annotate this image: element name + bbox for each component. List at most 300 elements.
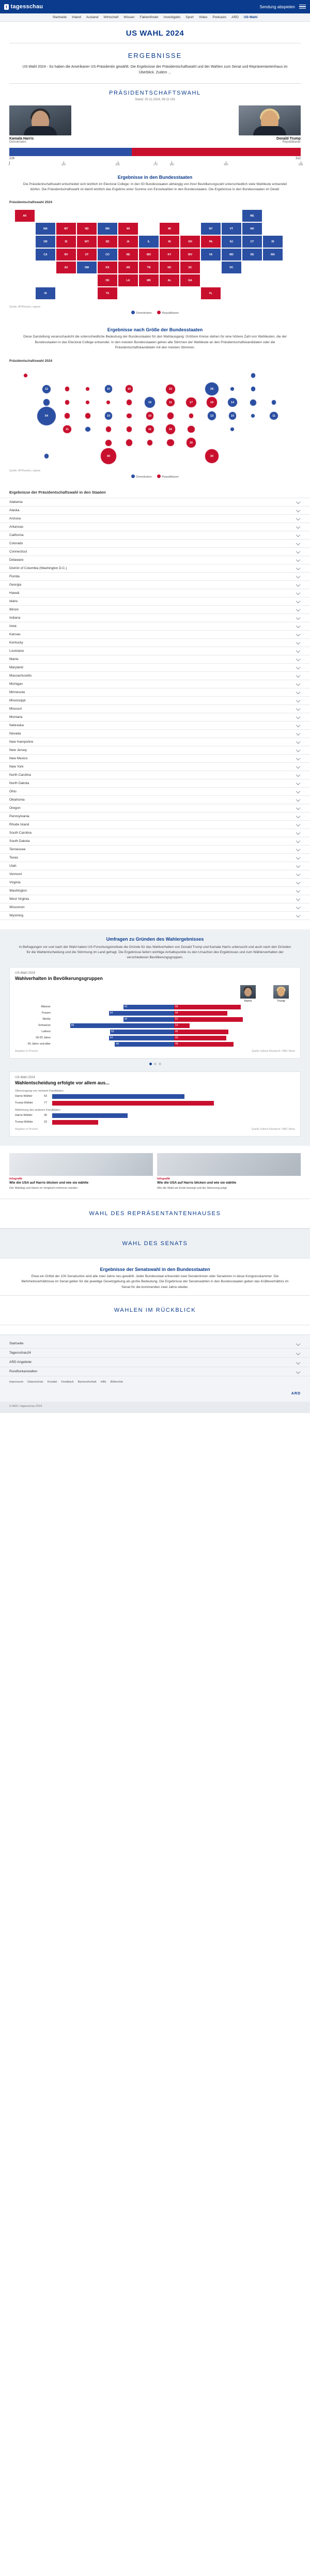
state-list-item[interactable] xyxy=(0,746,310,754)
footer-section-tagesschau24[interactable] xyxy=(0,1348,310,1358)
bubble-state-de[interactable] xyxy=(251,413,255,418)
group-bar-row xyxy=(15,1042,295,1047)
survey-text: In Befragungen vor und nach der Wahl haben US-Forschungsinstitute die Gründe für das Wahlverhalten von Donald Trump und Kamala Harris untersucht und auch nach den Gründen für die Wahlentscheidung und die Stimmung im Land gefragt. Die Ergebnisse liefern wichtige Anhaltspunkte zu den Ursachen des Ergebnisses und zum Wählerverhalten der verschiedenen Bevölkerungsgruppen. xyxy=(19,945,291,960)
state-list-item[interactable] xyxy=(0,539,310,547)
survey-section xyxy=(0,929,310,1146)
legend-dem: Demokraten xyxy=(131,474,152,479)
state-list-item[interactable] xyxy=(0,812,310,820)
footer-link-hilfe[interactable]: Hilfe xyxy=(100,1381,106,1384)
teaser-image xyxy=(9,1153,153,1176)
map-state-id[interactable]: ID xyxy=(56,235,76,248)
map-state-wa[interactable]: WA xyxy=(35,222,56,235)
state-name: Massachusetts xyxy=(9,673,32,678)
map-state-ms[interactable]: MS xyxy=(138,274,159,287)
axis-tick-label: 0 xyxy=(8,163,10,166)
map-state-la[interactable]: LA xyxy=(118,274,138,287)
group-bar-row xyxy=(15,1011,295,1016)
motivation-label: Harris-Wähler xyxy=(15,1095,33,1098)
bubble-state-az[interactable]: 11 xyxy=(63,425,71,434)
state-list-item[interactable] xyxy=(0,556,310,564)
chevron-down-icon xyxy=(296,591,300,595)
map-state-hi[interactable]: HI xyxy=(35,287,56,300)
top-bar xyxy=(0,0,310,13)
card-group1-label: Überzeugung von meinem Kandidaten xyxy=(15,1089,64,1093)
bubble-state-wa[interactable]: 12 xyxy=(42,385,51,394)
bubble-state-oh[interactable]: 17 xyxy=(185,397,196,408)
bubble-state-tn[interactable]: 11 xyxy=(145,425,154,434)
state-name: Iowa xyxy=(9,624,17,628)
state-list-item[interactable] xyxy=(0,580,310,589)
bubble-chart-label: Präsidentschaftswahl 2024 xyxy=(9,359,53,363)
map-state-mo[interactable]: MO xyxy=(138,248,159,261)
state-list-item[interactable] xyxy=(0,845,310,853)
map-source: Quelle: AP/Reuters, eigene xyxy=(9,305,41,309)
chevron-down-icon xyxy=(296,690,300,694)
state-name: Wisconsin xyxy=(9,905,25,909)
chevron-down-icon xyxy=(296,640,300,645)
chevron-down-icon xyxy=(296,764,300,769)
map-state-ia[interactable]: IA xyxy=(118,235,138,248)
bubble-state-ri[interactable] xyxy=(271,400,276,405)
chevron-down-icon xyxy=(296,822,300,826)
footer-link-datenschutz[interactable]: Datenschutz xyxy=(27,1381,43,1384)
state-list-item[interactable] xyxy=(0,911,310,920)
state-name: Texas xyxy=(9,855,18,860)
bubble-state-ky[interactable] xyxy=(167,412,175,420)
map-state-ky[interactable]: KY xyxy=(159,248,180,261)
state-name: Kansas xyxy=(9,632,21,636)
bubble-state-nj[interactable]: 14 xyxy=(227,397,237,407)
nav-item-us-wahl[interactable]: US-Wahl xyxy=(243,16,258,19)
footer-section-rundfunkanstalten[interactable] xyxy=(0,1367,310,1376)
motivation-bar xyxy=(52,1120,98,1125)
footer-section-label: Rundfunkanstalten xyxy=(9,1370,38,1374)
state-list-item[interactable] xyxy=(0,713,310,721)
bubble-state-in[interactable]: 11 xyxy=(166,398,175,407)
state-list-item[interactable] xyxy=(0,514,310,523)
bar-trump: 45 xyxy=(174,1030,228,1034)
map-state-de[interactable]: DE xyxy=(242,248,262,261)
state-list-item[interactable] xyxy=(0,754,310,762)
hamburger-icon[interactable] xyxy=(299,5,306,9)
state-list-item[interactable] xyxy=(0,762,310,771)
map-state-fl[interactable]: FL xyxy=(200,287,221,300)
footer-link-impressum[interactable]: Impressum xyxy=(9,1381,24,1384)
teaser-1[interactable] xyxy=(9,1153,153,1190)
map-state-ma[interactable]: MA xyxy=(262,248,283,261)
card-group2-label: Ablehnung des anderen Kandidaten xyxy=(15,1108,60,1112)
bubble-state-nm[interactable] xyxy=(85,426,91,433)
footer-link-kontakt[interactable]: Kontakt xyxy=(47,1381,57,1384)
map-state-tn[interactable]: TN xyxy=(138,261,159,274)
bar-harris: 54 xyxy=(109,1036,174,1040)
us-bubble-map[interactable] xyxy=(9,364,301,467)
state-list-item[interactable] xyxy=(0,572,310,580)
bubble-state-sd[interactable] xyxy=(106,400,111,405)
map-state-wi[interactable]: WI xyxy=(118,222,138,235)
map-state-me[interactable]: ME xyxy=(242,209,262,222)
map-state-md[interactable]: MD xyxy=(221,248,242,261)
map-state-dc[interactable]: DC xyxy=(221,261,242,274)
legend-rep: Republikaner xyxy=(157,474,179,479)
footer-link-barrierefreiheit[interactable]: Barrierefreiheit xyxy=(78,1381,97,1384)
chevron-down-icon xyxy=(296,789,300,793)
map-state-va[interactable]: VA xyxy=(200,248,221,261)
bubble-state-hi[interactable] xyxy=(44,453,49,458)
banner-house[interactable]: WAHL DES REPRÄSENTANTENHAUSES xyxy=(0,1199,310,1229)
bubble-state-vt[interactable] xyxy=(230,387,235,391)
state-name: Maine xyxy=(9,657,19,661)
state-name: Arkansas xyxy=(9,525,24,529)
chevron-down-icon xyxy=(296,574,300,578)
map-state-ri[interactable]: RI xyxy=(262,235,283,248)
chevron-down-icon xyxy=(296,508,300,512)
group-bars xyxy=(53,1023,295,1028)
top-bar-right xyxy=(259,5,306,9)
state-list-item[interactable] xyxy=(0,820,310,829)
state-list-item[interactable] xyxy=(0,531,310,539)
state-name: West Virginia xyxy=(9,897,29,901)
state-list-item[interactable] xyxy=(0,862,310,870)
teaser-image xyxy=(157,1153,301,1176)
senate-title: Ergebnisse der Senatswahl in den Bundesstaaten xyxy=(100,1267,210,1272)
map-state-oh[interactable]: OH xyxy=(180,235,200,248)
state-list-item[interactable] xyxy=(0,630,310,638)
bubble-state-ar[interactable] xyxy=(126,426,133,433)
pager-dot-1[interactable] xyxy=(149,1063,152,1065)
footer-link-feedback[interactable]: Feedback xyxy=(61,1381,74,1384)
bubble-state-ca[interactable]: 54 xyxy=(37,406,56,426)
bubble-state-fl[interactable]: 30 xyxy=(205,449,219,463)
us-electoral-map[interactable] xyxy=(9,205,301,303)
bubble-state-mi[interactable]: 15 xyxy=(165,384,176,394)
map-state-ga[interactable]: GA xyxy=(180,274,200,287)
nav-item-ard[interactable]: ARD xyxy=(231,16,239,19)
bubble-state-mt[interactable] xyxy=(65,386,70,391)
map-state-ar[interactable]: AR xyxy=(118,261,138,274)
map-state-nd[interactable]: ND xyxy=(76,222,97,235)
bar-trump: 43 xyxy=(174,1036,226,1040)
bubble-state-pa[interactable]: 19 xyxy=(206,396,218,408)
state-name: New Jersey xyxy=(9,748,27,752)
state-list-item[interactable] xyxy=(0,498,310,506)
chevron-down-icon xyxy=(296,888,300,893)
state-list-item[interactable] xyxy=(0,829,310,837)
map-state-ok[interactable]: OK xyxy=(97,274,118,287)
chevron-down-icon xyxy=(296,913,300,917)
motivation-value: 63 xyxy=(44,1095,48,1098)
state-list-item[interactable] xyxy=(0,671,310,680)
bubble-state-md[interactable]: 10 xyxy=(228,411,237,420)
card-unit: Angaben in Prozent xyxy=(15,1127,38,1131)
bubble-state-nd[interactable] xyxy=(85,387,90,391)
state-name: Alaska xyxy=(9,508,20,512)
state-list-item[interactable] xyxy=(0,721,310,729)
banner-senate[interactable]: WAHL DES SENATS xyxy=(0,1229,310,1259)
bubble-state-wy[interactable] xyxy=(85,400,90,405)
bubble-state-al[interactable] xyxy=(166,439,175,447)
bar-harris: 49 xyxy=(115,1042,174,1047)
play-broadcast-label[interactable]: Sendung abspielen xyxy=(259,4,295,9)
axis-tick-label: 400 xyxy=(224,163,228,166)
state-list-item[interactable] xyxy=(0,597,310,605)
state-list-item[interactable] xyxy=(0,870,310,878)
footer-section-ard-angebote[interactable] xyxy=(0,1358,310,1367)
electoral-axis xyxy=(9,161,301,166)
map-state-az[interactable]: AZ xyxy=(56,261,76,274)
footer-link-bildrechte[interactable]: Bildrechte xyxy=(110,1381,123,1384)
map-state-vt[interactable]: VT xyxy=(221,222,242,235)
state-name: Hawaii xyxy=(9,591,20,595)
map-state-pa[interactable]: PA xyxy=(200,235,221,248)
main-nav xyxy=(0,13,310,22)
bubble-state-ne[interactable] xyxy=(126,413,132,419)
pager-dot-3[interactable] xyxy=(159,1063,161,1065)
state-list-item[interactable] xyxy=(0,506,310,514)
map-state-wy[interactable]: WY xyxy=(76,235,97,248)
bubble-state-id[interactable] xyxy=(65,400,70,405)
map-state-ct[interactable]: CT xyxy=(242,235,262,248)
nav-item-wirtschaft[interactable]: Wirtschaft xyxy=(103,16,119,19)
axis-tick-label: 300 xyxy=(169,163,174,166)
chevron-down-icon xyxy=(296,632,300,636)
nav-item-faktenfinder[interactable]: Faktenfinder xyxy=(140,16,159,19)
chevron-down-icon xyxy=(296,698,300,702)
state-list-item[interactable] xyxy=(0,663,310,671)
state-list-item[interactable] xyxy=(0,680,310,688)
state-name: Mississippi xyxy=(9,698,26,702)
state-list-item[interactable] xyxy=(0,779,310,787)
presidential-heading: PRÄSIDENTSCHAFTSWAHL xyxy=(109,89,201,96)
map-state-nh[interactable]: NH xyxy=(242,222,262,235)
electoral-value-rep: 312 xyxy=(295,157,301,160)
nav-item-inland[interactable]: Inland xyxy=(72,16,81,19)
chevron-down-icon xyxy=(296,1341,300,1345)
senate-text: Etwa ein Drittel der 100 Senatssitze wird alle zwei Jahre neu gewählt. Jeder Bundesstaat entsendet zwei Senatorinnen oder Senatoren in diese Kongresskammer. Die Mehrheitsverhältnisse im Senat gelten für die jeweilige Gesetzgebung als große Bedeutung. Die Ergebnisse der Senatswahlen in den Bundesstaaten geben das Kräfteverhältnis im Senat für die kommenden zwei Jahre wieder. xyxy=(21,1275,289,1289)
bar-harris: 53 xyxy=(110,1030,174,1034)
state-name: Louisiana xyxy=(9,649,24,653)
nav-item-wissen[interactable]: Wissen xyxy=(123,16,135,19)
teaser-2[interactable] xyxy=(157,1153,301,1190)
state-name: Montana xyxy=(9,715,23,719)
pager-dot-2[interactable] xyxy=(154,1063,157,1065)
map-state-nm[interactable]: NM xyxy=(76,261,97,274)
group-bar-chart xyxy=(15,1005,295,1047)
candidate-party: Demokraten xyxy=(9,140,26,144)
map-state-sd[interactable]: SD xyxy=(97,235,118,248)
bubble-state-nh[interactable] xyxy=(251,386,256,391)
map-state-co[interactable]: CO xyxy=(97,248,118,261)
bubble-state-ak[interactable] xyxy=(23,373,28,378)
state-list-item[interactable] xyxy=(0,547,310,556)
bubble-state-sc[interactable] xyxy=(187,425,195,434)
motivation-bar-row xyxy=(15,1094,295,1099)
map-state-il[interactable]: IL xyxy=(138,235,159,248)
electoral-bar-rep xyxy=(132,148,301,156)
bubble-state-ut[interactable] xyxy=(85,412,91,419)
nav-item-ausland[interactable]: Ausland xyxy=(86,16,99,19)
bubble-state-va[interactable]: 13 xyxy=(207,411,217,421)
axis-tick-label: 100 xyxy=(61,163,66,166)
group-label: Weiße xyxy=(42,1018,51,1021)
group-label: 18-29 Jahre xyxy=(35,1036,51,1040)
state-list-item[interactable] xyxy=(0,771,310,779)
card-source: Quelle: Edison Research / NBC News xyxy=(252,1049,295,1053)
state-name: Vermont xyxy=(9,872,22,876)
state-list-item[interactable] xyxy=(0,837,310,845)
bubble-state-la[interactable] xyxy=(126,439,133,447)
bubble-state-ny[interactable]: 28 xyxy=(205,382,219,396)
chevron-down-icon xyxy=(296,756,300,760)
trump-portrait xyxy=(239,105,301,135)
bubble-state-ga[interactable]: 16 xyxy=(186,437,197,448)
chevron-down-icon xyxy=(296,1360,300,1364)
state-name: Nevada xyxy=(9,731,21,735)
map-state-ne[interactable]: NE xyxy=(118,248,138,261)
brand[interactable] xyxy=(4,4,43,10)
chevron-down-icon xyxy=(296,872,300,876)
state-list-item[interactable] xyxy=(0,903,310,911)
bubble-state-ks[interactable] xyxy=(105,426,112,433)
bubble-state-wv[interactable] xyxy=(189,413,194,418)
ard-logo[interactable]: ARD xyxy=(291,1392,301,1396)
state-list-item[interactable] xyxy=(0,704,310,713)
map-state-sc[interactable]: SC xyxy=(180,261,200,274)
chevron-down-icon xyxy=(296,607,300,611)
bubble-state-co[interactable]: 10 xyxy=(104,411,113,420)
card-kicker: US-Wahl 2024 xyxy=(15,971,35,975)
state-list-item[interactable] xyxy=(0,655,310,663)
bubble-state-wi[interactable]: 10 xyxy=(125,385,133,393)
bubble-state-ia[interactable] xyxy=(126,399,133,406)
state-list-item[interactable] xyxy=(0,589,310,597)
state-list-item[interactable] xyxy=(0,605,310,614)
chevron-down-icon xyxy=(296,665,300,669)
map-state-nj[interactable]: NJ xyxy=(221,235,242,248)
chevron-down-icon xyxy=(296,657,300,661)
carousel-pager[interactable] xyxy=(0,1059,310,1066)
nav-item-podcasts[interactable]: Podcasts xyxy=(212,16,227,19)
state-list-item[interactable] xyxy=(0,804,310,812)
bubble-state-ma[interactable]: 11 xyxy=(269,411,278,420)
state-name: South Dakota xyxy=(9,839,30,843)
bubble-state-ok[interactable] xyxy=(105,439,112,447)
state-list-item[interactable] xyxy=(0,738,310,746)
state-list-item[interactable] xyxy=(0,688,310,696)
group-bars xyxy=(53,1036,295,1040)
map-state-tx[interactable]: TX xyxy=(97,287,118,300)
electoral-value-dem: 226 xyxy=(9,157,15,160)
state-name: North Dakota xyxy=(9,781,29,785)
state-list-item[interactable] xyxy=(0,523,310,531)
candidate-row xyxy=(0,105,310,144)
results-lead: US-Wahl 2024 - So haben die Amerikaner US-Präsidentin gewählt. Die Ergebnisse der Präsidentschaftswahl und der Wahlen zum Senat und Repräsentantenhaus im Überblick. Zudem ... xyxy=(22,65,288,74)
chevron-down-icon xyxy=(296,847,300,851)
bubble-state-nc[interactable]: 16 xyxy=(165,424,176,435)
card-candidate-row xyxy=(15,985,295,1003)
bubble-state-mo[interactable]: 10 xyxy=(146,411,154,420)
map-state-in[interactable]: IN xyxy=(159,235,180,248)
state-name: Virginia xyxy=(9,880,21,884)
nav-item-video[interactable]: Video xyxy=(198,16,208,19)
group-label: Männer xyxy=(41,1005,51,1009)
map-state-mi[interactable]: MI xyxy=(159,222,180,235)
state-list-item[interactable] xyxy=(0,853,310,862)
chevron-down-icon xyxy=(296,880,300,884)
bubble-state-nv[interactable] xyxy=(64,412,71,419)
chevron-down-icon xyxy=(296,541,300,545)
nav-item-investigativ[interactable]: Investigativ xyxy=(163,16,181,19)
footer-section-startseite[interactable] xyxy=(0,1339,310,1348)
bubble-state-ms[interactable] xyxy=(147,439,153,446)
state-name: Wyoming xyxy=(9,913,24,917)
map-state-ut[interactable]: UT xyxy=(76,248,97,261)
bubble-state-ct[interactable] xyxy=(250,399,257,406)
state-list-item[interactable] xyxy=(0,795,310,804)
state-list-item[interactable] xyxy=(0,886,310,895)
state-list-item[interactable] xyxy=(0,895,310,903)
nav-item-sport[interactable]: Sport xyxy=(185,16,194,19)
map-state-mt[interactable]: MT xyxy=(56,222,76,235)
state-list-item[interactable] xyxy=(0,638,310,647)
map-state-or[interactable]: OR xyxy=(35,235,56,248)
map-state-ny[interactable]: NY xyxy=(200,222,221,235)
state-name: Utah xyxy=(9,864,17,868)
bubble-state-dc[interactable] xyxy=(230,427,235,432)
state-name: North Carolina xyxy=(9,773,31,777)
bubble-state-tx[interactable]: 40 xyxy=(100,448,117,465)
state-list-item[interactable] xyxy=(0,729,310,738)
bar-trump: 57 xyxy=(174,1017,243,1022)
bar-trump: 13 xyxy=(174,1023,190,1028)
map-state-wv[interactable]: WV xyxy=(180,248,200,261)
teaser-title: Wie die USA auf Harris blicken und wie sie wählte xyxy=(9,1180,89,1185)
state-list-item[interactable] xyxy=(0,878,310,886)
teaser-title: Wie die USA auf Harris blicken und wie sie wählte xyxy=(157,1180,237,1185)
state-list-item[interactable] xyxy=(0,696,310,704)
map-state-ak[interactable]: AK xyxy=(14,209,35,222)
chevron-down-icon xyxy=(296,1351,300,1355)
chevron-down-icon xyxy=(296,533,300,537)
state-list-item[interactable] xyxy=(0,787,310,795)
legend-rep: Republikaner xyxy=(157,311,179,315)
state-list-item[interactable] xyxy=(0,564,310,572)
map-state-al[interactable]: AL xyxy=(159,274,180,287)
group-bar-row xyxy=(15,1036,295,1040)
brand-logo: t xyxy=(4,4,9,10)
map-state-ca[interactable]: CA xyxy=(35,248,56,261)
group-label: 65 Jahre und älter xyxy=(27,1042,51,1046)
state-list-item[interactable] xyxy=(0,647,310,655)
bubble-state-or[interactable] xyxy=(43,398,51,406)
map-state-ks[interactable]: KS xyxy=(97,261,118,274)
banner-rueckblick[interactable]: WAHLEN IM RÜCKBLICK xyxy=(0,1295,310,1325)
map-state-mn[interactable]: MN xyxy=(97,222,118,235)
map-state-nc[interactable]: NC xyxy=(159,261,180,274)
bar-harris: 86 xyxy=(70,1023,174,1028)
bubble-state-me[interactable] xyxy=(251,373,256,378)
nav-item-startseite[interactable]: Startseite xyxy=(52,16,67,19)
map-state-nv[interactable]: NV xyxy=(56,248,76,261)
state-list-item[interactable] xyxy=(0,622,310,630)
group-bars xyxy=(53,1042,295,1047)
bar-trump: 49 xyxy=(174,1042,234,1047)
bubble-state-il[interactable]: 19 xyxy=(144,396,156,408)
bubble-state-mn[interactable]: 10 xyxy=(104,385,113,393)
state-list-item[interactable] xyxy=(0,614,310,622)
chevron-down-icon xyxy=(296,864,300,868)
map-chart-label: Präsidentschaftswahl 2024 xyxy=(9,201,53,205)
